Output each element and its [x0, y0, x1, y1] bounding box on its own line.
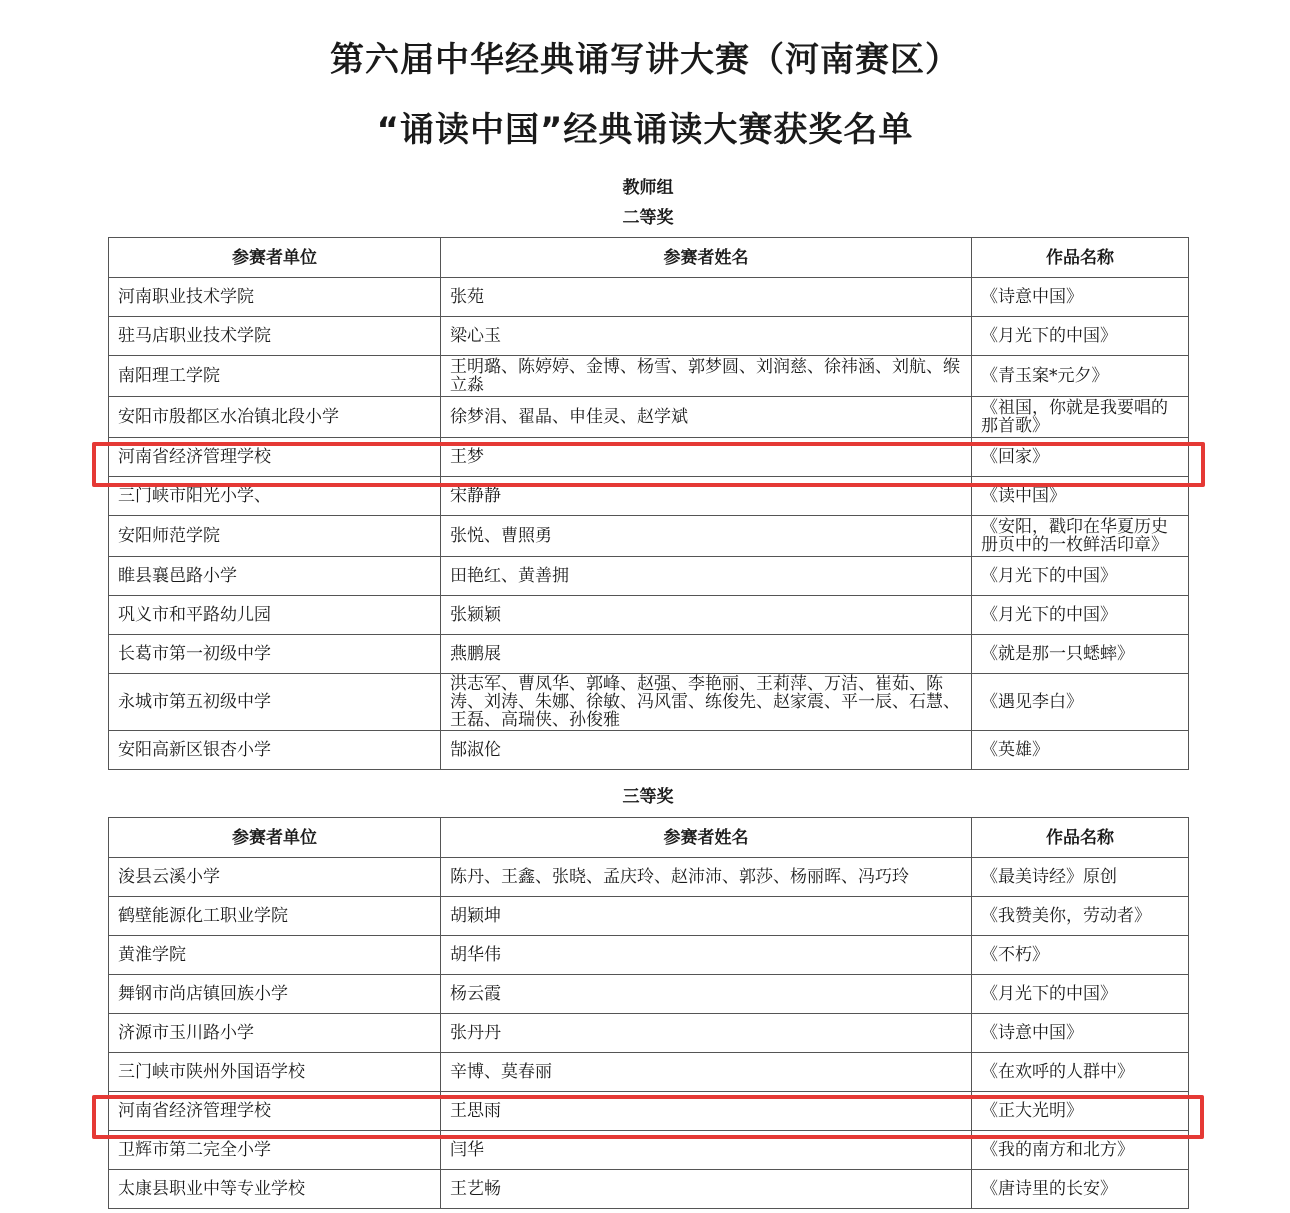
- table-row: [109, 975, 1189, 1014]
- table-row: [109, 897, 1189, 936]
- names-cell: 宋静静: [441, 477, 972, 516]
- names-cell: 胡华伟: [441, 936, 972, 975]
- unit-cell: 鹤壁能源化工职业学院: [109, 897, 441, 936]
- names-cell: 杨云霞: [441, 975, 972, 1014]
- names-cell: 张丹丹: [441, 1014, 972, 1053]
- table-row: [109, 397, 1189, 438]
- table-row-highlighted: [109, 438, 1189, 477]
- table-row: [109, 674, 1189, 731]
- column-header-work: 作品名称: [972, 818, 1189, 858]
- work-cell: 《祖国，你就是我要唱的那首歌》: [972, 397, 1189, 438]
- table-row: [109, 635, 1189, 674]
- unit-cell: 安阳高新区银杏小学: [109, 731, 441, 770]
- work-cell: 《青玉案*元夕》: [972, 356, 1189, 397]
- names-cell: 陈丹、王鑫、张晓、孟庆玲、赵沛沛、郭莎、杨丽晖、冯巧玲: [441, 858, 972, 897]
- unit-cell: 南阳理工学院: [109, 356, 441, 397]
- names-cell: 梁心玉: [441, 317, 972, 356]
- names-cell: 徐梦涓、翟晶、申佳灵、赵学斌: [441, 397, 972, 438]
- table-row: [109, 278, 1189, 317]
- unit-cell: 巩义市和平路幼儿园: [109, 596, 441, 635]
- work-cell: 《安阳，戳印在华夏历史册页中的一枚鲜活印章》: [972, 516, 1189, 557]
- work-cell: 《月光下的中国》: [972, 596, 1189, 635]
- second-prize-heading: 二等奖: [622, 208, 674, 228]
- column-header-unit: 参赛者单位: [109, 238, 441, 278]
- names-cell: 燕鹏展: [441, 635, 972, 674]
- names-cell: 闫华: [441, 1131, 972, 1170]
- unit-cell: 河南省经济管理学校: [109, 1092, 441, 1131]
- work-cell: 《不朽》: [972, 936, 1189, 975]
- work-cell: 《遇见李白》: [972, 674, 1189, 731]
- unit-cell: 济源市玉川路小学: [109, 1014, 441, 1053]
- names-cell: 田艳红、黄善拥: [441, 557, 972, 596]
- table-row: [109, 317, 1189, 356]
- unit-cell: 河南省经济管理学校: [109, 438, 441, 477]
- work-cell: 《正大光明》: [972, 1092, 1189, 1131]
- names-cell: 张悦、曹照勇: [441, 516, 972, 557]
- names-cell: 王艺畅: [441, 1170, 972, 1209]
- unit-cell: 长葛市第一初级中学: [109, 635, 441, 674]
- column-header-unit: 参赛者单位: [109, 818, 441, 858]
- names-cell: 张苑: [441, 278, 972, 317]
- table-row: [109, 516, 1189, 557]
- work-cell: 《唐诗里的长安》: [972, 1170, 1189, 1209]
- unit-cell: 河南职业技术学院: [109, 278, 441, 317]
- table-row: [109, 477, 1189, 516]
- work-cell: 《最美诗经》原创: [972, 858, 1189, 897]
- table-row-highlighted: [109, 1092, 1189, 1131]
- table-row: [109, 936, 1189, 975]
- document-title: 第六届中华经典诵写讲大赛（河南赛区）: [330, 40, 960, 80]
- work-cell: 《月光下的中国》: [972, 557, 1189, 596]
- column-header-names: 参赛者姓名: [441, 818, 972, 858]
- work-cell: 《在欢呼的人群中》: [972, 1053, 1189, 1092]
- second-prize-table: [108, 237, 1189, 770]
- unit-cell: 安阳市殷都区水冶镇北段小学: [109, 397, 441, 438]
- unit-cell: 浚县云溪小学: [109, 858, 441, 897]
- work-cell: 《我赞美你，劳动者》: [972, 897, 1189, 936]
- unit-cell: 卫辉市第二完全小学: [109, 1131, 441, 1170]
- table-row: [109, 731, 1189, 770]
- table-row: [109, 1131, 1189, 1170]
- names-cell: 洪志军、曹凤华、郭峰、赵强、李艳丽、王莉萍、万洁、崔茹、陈涛、刘涛、朱娜、徐敏、冯风雷、练俊先、赵家震、平一辰、石慧、王磊、高瑞侠、孙俊雅: [441, 674, 972, 731]
- names-cell: 王思雨: [441, 1092, 972, 1131]
- unit-cell: 睢县襄邑路小学: [109, 557, 441, 596]
- work-cell: 《月光下的中国》: [972, 317, 1189, 356]
- table-header-row: [109, 818, 1189, 858]
- names-cell: 胡颖坤: [441, 897, 972, 936]
- unit-cell: 永城市第五初级中学: [109, 674, 441, 731]
- work-cell: 《诗意中国》: [972, 1014, 1189, 1053]
- table-row: [109, 858, 1189, 897]
- names-cell: 王梦: [441, 438, 972, 477]
- unit-cell: 舞钢市尚店镇回族小学: [109, 975, 441, 1014]
- table-row: [109, 1053, 1189, 1092]
- table-row: [109, 356, 1189, 397]
- table-row: [109, 1170, 1189, 1209]
- table-row: [109, 596, 1189, 635]
- third-prize-heading: 三等奖: [622, 787, 674, 807]
- third-prize-table: [108, 817, 1189, 1209]
- table-row: [109, 557, 1189, 596]
- names-cell: 王明璐、陈婷婷、金博、杨雪、郭梦圆、刘润慈、徐祎涵、刘航、缑立淼: [441, 356, 972, 397]
- unit-cell: 三门峡市阳光小学、: [109, 477, 441, 516]
- names-cell: 张颍颖: [441, 596, 972, 635]
- unit-cell: 太康县职业中等专业学校: [109, 1170, 441, 1209]
- work-cell: 《我的南方和北方》: [972, 1131, 1189, 1170]
- work-cell: 《回家》: [972, 438, 1189, 477]
- names-cell: 辛博、莫春丽: [441, 1053, 972, 1092]
- unit-cell: 安阳师范学院: [109, 516, 441, 557]
- document-subtitle: “诵读中国”经典诵读大赛获奖名单: [376, 110, 914, 150]
- work-cell: 《诗意中国》: [972, 278, 1189, 317]
- column-header-names: 参赛者姓名: [441, 238, 972, 278]
- column-header-work: 作品名称: [972, 238, 1189, 278]
- table-header-row: [109, 238, 1189, 278]
- unit-cell: 驻马店职业技术学院: [109, 317, 441, 356]
- group-heading: 教师组: [622, 178, 674, 198]
- work-cell: 《读中国》: [972, 477, 1189, 516]
- work-cell: 《月光下的中国》: [972, 975, 1189, 1014]
- unit-cell: 三门峡市陕州外国语学校: [109, 1053, 441, 1092]
- work-cell: 《英雄》: [972, 731, 1189, 770]
- work-cell: 《就是那一只蟋蟀》: [972, 635, 1189, 674]
- names-cell: 郜淑伦: [441, 731, 972, 770]
- unit-cell: 黄淮学院: [109, 936, 441, 975]
- table-row: [109, 1014, 1189, 1053]
